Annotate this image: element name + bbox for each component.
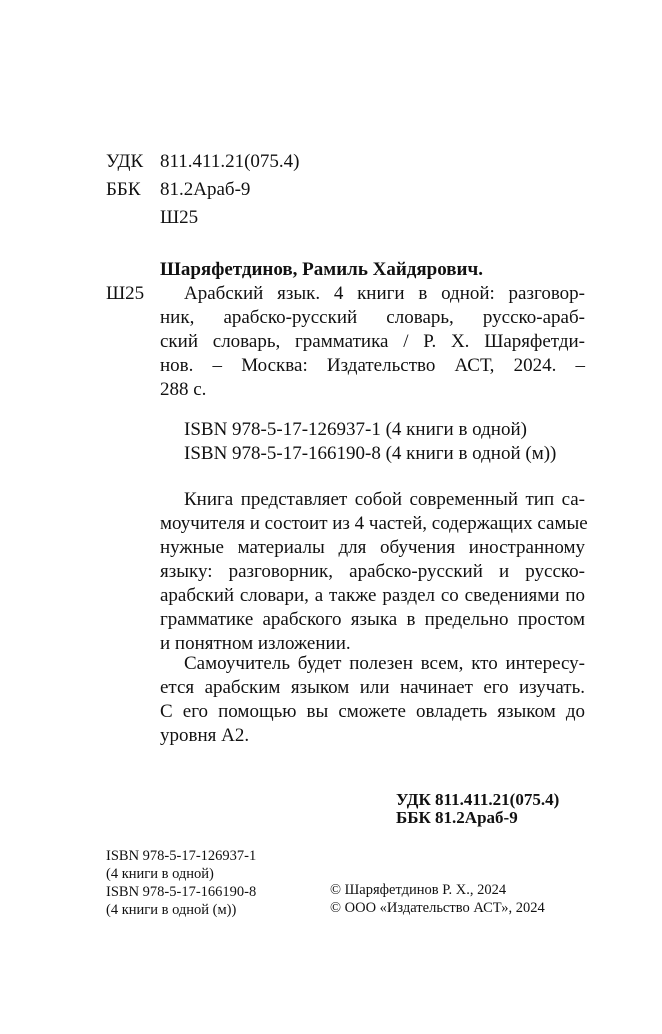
description-line: 288 с. (160, 379, 207, 400)
bbk-value: 81.2Араб-9 (160, 179, 251, 200)
copyright-line: © Шаряфетдинов Р. Х., 2024 (330, 882, 507, 898)
description-line: Арабский язык. 4 книги в одной: разговор- (184, 283, 585, 304)
bottom-udk: УДК 811.411.21(075.4) (396, 790, 560, 809)
bottom-isbn-line: (4 книги в одной) (106, 866, 214, 882)
bottom-isbn-line: ISBN 978-5-17-166190-8 (106, 884, 257, 900)
author-heading: Шаряфетдинов, Рамиль Хайдярович. (160, 259, 483, 280)
annotation-line: языку: разговорник, арабско-русский и русско- (160, 561, 585, 582)
annotation-line: ется арабским языком или начинает его изучать. (160, 677, 585, 698)
annotation-line: Самоучитель будет полезен всем, кто интересу- (184, 653, 585, 674)
annotation-line: нужные материалы для обучения иностранному (160, 537, 585, 558)
description-line: ский словарь, грамматика / Р. Х. Шаряфетди- (160, 331, 585, 352)
annotation-line: моучителя и состоит из 4 частей, содержащих самые (160, 513, 588, 534)
bottom-isbn-line: ISBN 978-5-17-126937-1 (106, 848, 257, 864)
annotation-line: и понятном изложении. (160, 633, 351, 654)
annotation-line: уровня А2. (160, 725, 250, 746)
bottom-isbn-line: (4 книги в одной (м)) (106, 902, 237, 918)
annotation-line: Книга представляет собой современный тип са- (184, 489, 585, 510)
bottom-bbk: ББК 81.2Араб-9 (396, 808, 518, 827)
author-mark-top: Ш25 (160, 207, 199, 228)
isbn-line: ISBN 978-5-17-166190-8 (4 книги в одной (м)) (184, 443, 557, 464)
bbk-label: ББК (106, 179, 141, 200)
annotation-line: арабский словари, а также раздел со сведениями по (160, 585, 585, 606)
description-line: ник, арабско-русский словарь, русско-араб- (160, 307, 585, 328)
udk-label: УДК (106, 151, 144, 172)
author-mark-entry: Ш25 (106, 283, 145, 304)
description-line: нов. – Москва: Издательство АСТ, 2024. – (160, 355, 585, 376)
udk-value: 811.411.21(075.4) (160, 151, 300, 172)
annotation-line: грамматике арабского языка в предельно простом (160, 609, 585, 630)
copyright-line: © ООО «Издательство АСТ», 2024 (330, 900, 545, 916)
isbn-line: ISBN 978-5-17-126937-1 (4 книги в одной) (184, 419, 527, 440)
annotation-line: С его помощью вы сможете овладеть языком до (160, 701, 585, 722)
